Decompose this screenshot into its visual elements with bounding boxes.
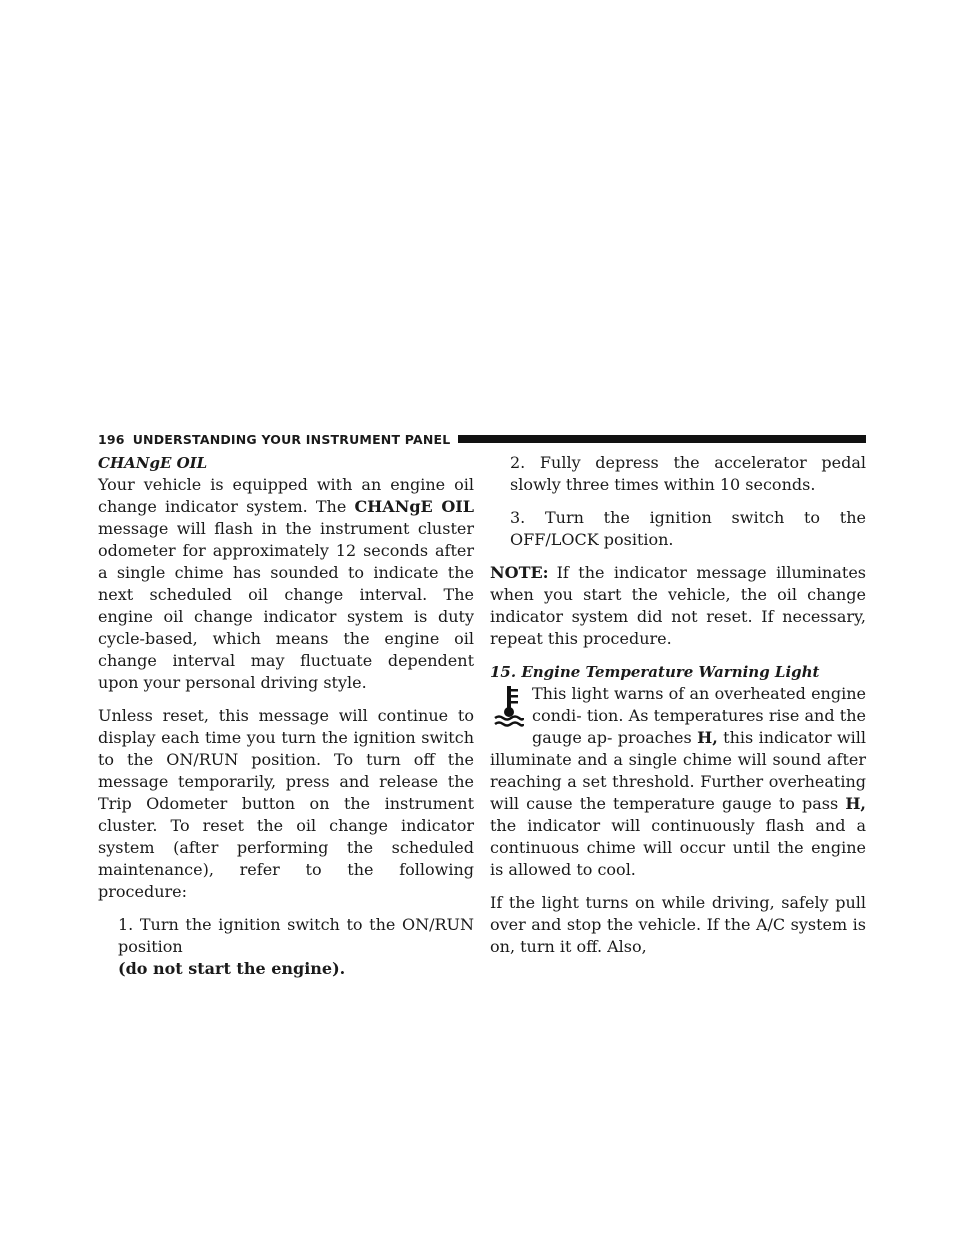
text-run: the indicator will continuously flash and a continuous chime will occur until the engine is allowed to cool. — [490, 816, 866, 879]
change-oil-heading: CHANgE OIL — [98, 454, 208, 472]
text-run: message will flash in the instrument cluster odometer for approximately 12 seconds after a single chime has sounded to indicate the next scheduled oil change interval. The engine oil change indicator system is duty cycle-based, which means the engine oil change interval may fluctuate dependent upon your personal driving style. — [98, 519, 474, 692]
note-paragraph — [490, 562, 866, 650]
change-oil-paragraph — [98, 474, 474, 694]
text-run: Your vehicle is equipped with an engine oil change indicator system. The — [98, 475, 474, 516]
section-title: UNDERSTANDING YOUR INSTRUMENT PANEL — [132, 431, 451, 447]
left-column — [98, 452, 474, 991]
step-text: 1. Turn the ignition switch to the ON/RUN position — [118, 915, 474, 956]
step-emphasis: (do not start the engine). — [118, 959, 346, 978]
step-3: 3. Turn the ignition switch to the OFF/LOCK position. — [510, 508, 866, 549]
change-oil-term: CHANgE OIL — [354, 497, 475, 516]
pull-over-paragraph: If the light turns on while driving, safely pull over and stop the vehicle. If the A/C system is on, turn it off. Also, — [490, 893, 866, 956]
hot-mark: H, — [697, 728, 718, 747]
hot-mark: H, — [845, 794, 866, 813]
page-number: 196 — [98, 431, 125, 447]
right-column — [490, 452, 866, 969]
step-1 — [118, 914, 474, 980]
step-2: 2. Fully depress the accelerator pedal slowly three times within 10 seconds. — [510, 453, 866, 494]
text-run: this indicator will illuminate and a single chime will sound after reaching a set threshold. Further overheating will cause the temperature gauge to pass — [490, 728, 867, 813]
reset-paragraph: Unless reset, this message will continue to display each time you turn the ignition switch to the ON/RUN position. To turn off the message temporarily, press and release the Trip Odometer button on the instrument cluster. To reset the oil change indicator system (after performing the scheduled maintenance), refer to the following procedure: — [98, 706, 474, 901]
page-header — [98, 432, 866, 446]
header-rule — [458, 435, 866, 443]
note-label: NOTE: — [490, 563, 549, 582]
note-text: If the indicator message illuminates when you start the vehicle, the oil change indicator system did not reset. If necessary, repeat this procedure. — [490, 563, 866, 648]
text-run: This light warns of an overheated engine condi- tion. As temperatures rise and the gauge ap- proaches — [532, 684, 866, 747]
engine-temperature-icon — [494, 685, 524, 729]
engine-temp-paragraph — [490, 683, 866, 881]
engine-temp-heading: 15. Engine Temperature Warning Light — [490, 663, 820, 681]
